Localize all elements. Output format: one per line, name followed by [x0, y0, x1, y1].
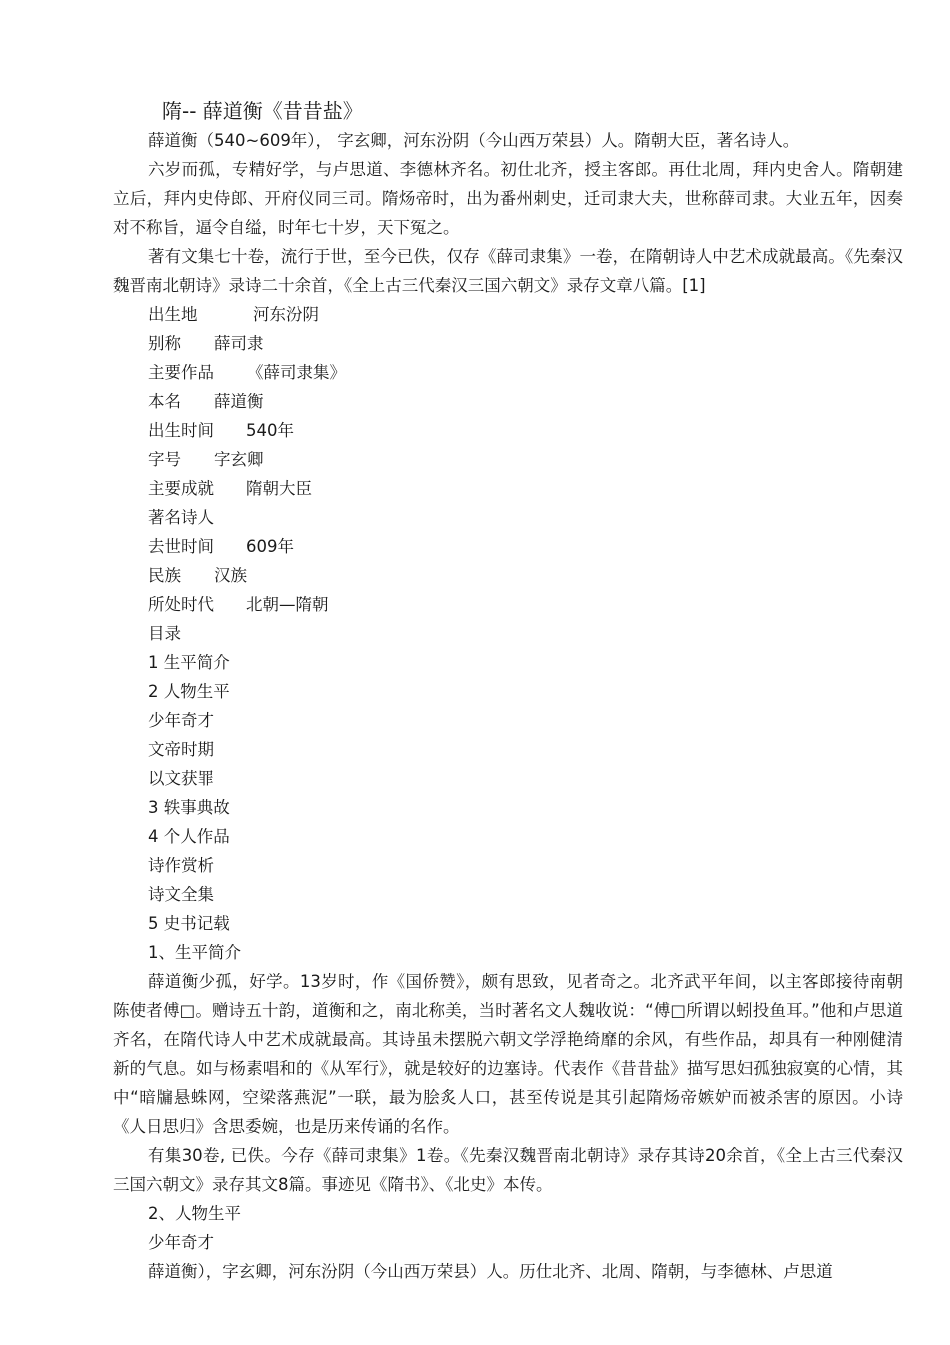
info-key: 出生时间 — [148, 421, 214, 440]
info-value: 字玄卿 — [214, 450, 264, 469]
page-title: 隋-- 薛道衡《昔昔盐》 — [162, 99, 363, 123]
info-row — [148, 590, 903, 619]
info-key: 去世时间 — [148, 537, 214, 556]
info-row — [148, 300, 903, 329]
info-key: 出生地 — [148, 305, 198, 324]
info-row — [148, 561, 903, 590]
subsection-heading: 少年奇才 — [148, 1233, 214, 1252]
body-paragraph: 有集30卷, 已佚。今存《薛司隶集》1卷。《先秦汉魏晋南北朝诗》录存其诗20余首，《全上古三代秦汉三国六朝文》录存其文8篇。事迹见《隋书》、《北史》本传。 — [113, 1146, 903, 1194]
intro-paragraph: 薛道衡（540~609年）， 字玄卿，河东汾阴（今山西万荣县）人。隋朝大臣，著名诗人。 — [148, 131, 800, 150]
info-list — [113, 300, 903, 619]
intro-paragraph: 著有文集七十卷，流行于世，至今已佚，仅存《薛司隶集》一卷，在隋朝诗人中艺术成就最高。《先秦汉魏晋南北朝诗》录诗二十余首，《全上古三代秦汉三国六朝文》录存文章八篇。[1] — [113, 247, 903, 295]
body-paragraph: 薛道衡），字玄卿，河东汾阴（今山西万荣县）人。历仕北齐、北周、隋朝，与李德林、卢思道 — [148, 1262, 833, 1281]
info-row — [148, 532, 903, 561]
info-row — [148, 387, 903, 416]
info-value: 《薛司隶集》 — [247, 363, 346, 382]
info-value: 薛司隶 — [214, 334, 264, 353]
toc-item: 少年奇才 — [148, 711, 214, 730]
info-key: 别称 — [148, 334, 181, 353]
toc-item: 以文获罪 — [148, 769, 214, 788]
info-key: 主要作品 — [148, 363, 214, 382]
info-key: 本名 — [148, 392, 181, 411]
info-key: 民族 — [148, 566, 181, 585]
section-heading: 1、生平简介 — [148, 943, 241, 962]
info-row — [148, 503, 903, 532]
body-paragraph: 薛道衡少孤，好学。13岁时，作《国侨赞》，颇有思致，见者奇之。北齐武平年间，以主客郎接待南朝陈使者傅□。赠诗五十韵，道衡和之，南北称美，当时著名文人魏收说：“傅□所谓以蚓投鱼耳。”他和卢思道齐名，在隋代诗人中艺术成就最高。其诗虽未摆脱六朝文学浮艳绮靡的余风，有些作品，却具有一种刚健清新的气息。如与杨素唱和的《从军行》，就是较好的边塞诗。代表作《昔昔盐》描写思妇孤独寂寞的心情，其中“暗牖悬蛛网，空梁落燕泥”一联，最为脍炙人口，甚至传说是其引起隋炀帝嫉妒而被杀害的原因。小诗《人日思归》含思委婉，也是历来传诵的名作。 — [113, 972, 903, 1136]
toc-item: 诗作赏析 — [148, 856, 214, 875]
info-value: 北朝—隋朝 — [246, 595, 329, 614]
info-row — [148, 329, 903, 358]
info-value: 609年 — [246, 537, 294, 556]
info-row — [148, 445, 903, 474]
info-value: 540年 — [246, 421, 294, 440]
intro-paragraph: 六岁而孤，专精好学，与卢思道、李德林齐名。初仕北齐，授主客郎。再仕北周，拜内史舍人。隋朝建立后，拜内史侍郎、开府仪同三司。隋炀帝时，出为番州刺史，迁司隶大夫，世称薛司隶。大业五年，因奏对不称旨，逼令自缢，时年七十岁，天下冤之。 — [113, 160, 903, 237]
info-key: 著名诗人 — [148, 508, 214, 527]
toc-item: 1 生平简介 — [148, 653, 230, 672]
info-row — [148, 358, 903, 387]
info-value: 河东汾阴 — [253, 305, 319, 324]
toc-item: 诗文全集 — [148, 885, 214, 904]
info-value: 薛道衡 — [214, 392, 264, 411]
section-heading: 2、人物生平 — [148, 1204, 241, 1223]
toc-heading: 目录 — [148, 624, 181, 643]
toc-item: 文帝时期 — [148, 740, 214, 759]
info-value: 汉族 — [214, 566, 247, 585]
toc-item: 5 史书记载 — [148, 914, 230, 933]
info-value: 隋朝大臣 — [246, 479, 312, 498]
document-page — [113, 96, 903, 1286]
table-of-contents — [113, 619, 903, 938]
info-key: 主要成就 — [148, 479, 214, 498]
info-row — [148, 416, 903, 445]
info-key: 字号 — [148, 450, 181, 469]
toc-item: 2 人物生平 — [148, 682, 230, 701]
toc-item: 3 轶事典故 — [148, 798, 230, 817]
info-row — [148, 474, 903, 503]
toc-item: 4 个人作品 — [148, 827, 230, 846]
info-key: 所处时代 — [148, 595, 214, 614]
